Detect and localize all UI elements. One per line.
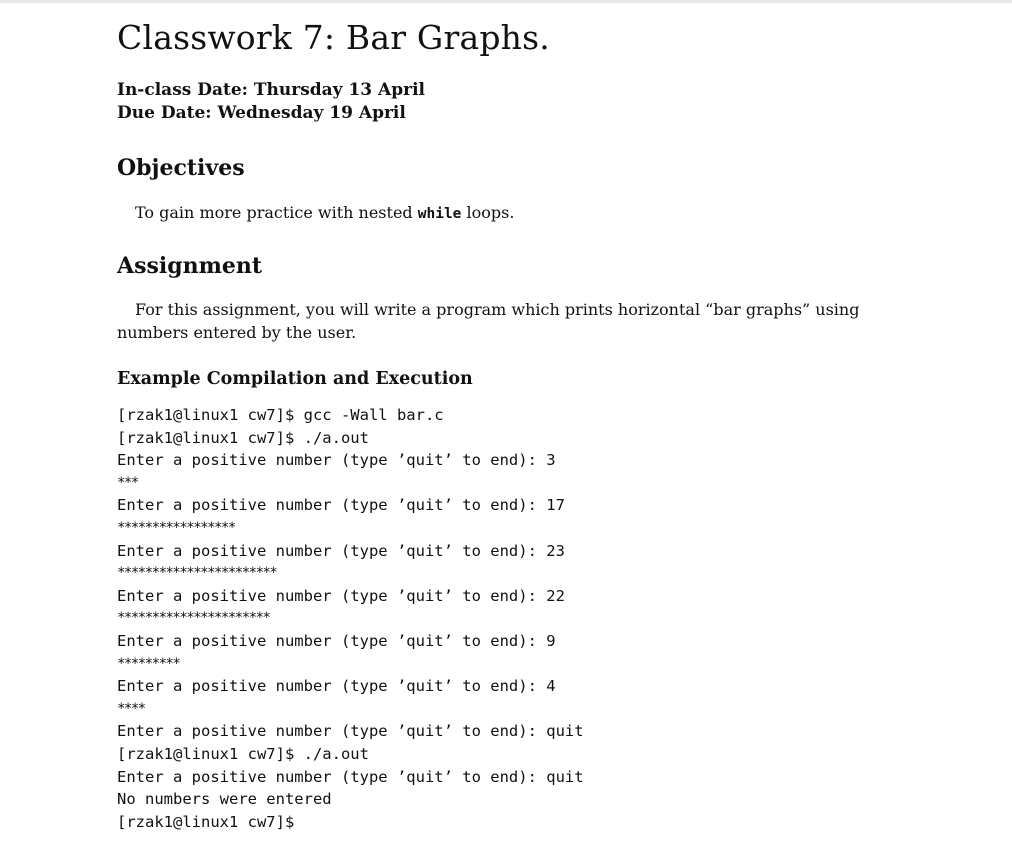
terminal-line: Enter a positive number (type ’quit’ to end): quit: [117, 767, 584, 786]
bar-graph-line: **********************: [117, 610, 270, 627]
terminal-line: Enter a positive number (type ’quit’ to end): 22: [117, 586, 565, 605]
objectives-code: while: [417, 206, 462, 222]
assignment-heading: Assignment: [117, 253, 263, 279]
objectives-text-before: To gain more practice with nested: [135, 203, 418, 222]
bar-graph-line: ****: [117, 700, 145, 717]
objectives-text-after: loops.: [461, 203, 515, 222]
terminal-line: [rzak1@linux1 cw7]$ ./a.out: [117, 744, 369, 763]
terminal-line: [rzak1@linux1 cw7]$ ./a.out: [117, 428, 369, 447]
document-title: Classwork 7: Bar Graphs.: [117, 18, 550, 57]
example-heading: Example Compilation and Execution: [117, 369, 473, 389]
terminal-line: Enter a positive number (type ’quit’ to end): quit: [117, 722, 584, 741]
in-class-date: In-class Date: Thursday 13 April: [117, 80, 425, 100]
terminal-line: Enter a positive number (type ’quit’ to end): 4: [117, 677, 556, 696]
objectives-heading: Objectives: [117, 155, 245, 181]
terminal-line: [rzak1@linux1 cw7]$ gcc -Wall bar.c: [117, 406, 444, 424]
terminal-line: Enter a positive number (type ’quit’ to end): 9: [117, 631, 556, 650]
page-top-border: [0, 0, 1012, 3]
bar-graph-line: ***********************: [117, 565, 277, 582]
dates-block: [117, 79, 425, 125]
terminal-line: No numbers were entered: [117, 790, 332, 809]
due-date: Due Date: Wednesday 19 April: [117, 103, 406, 123]
bar-graph-line: *****************: [117, 519, 235, 536]
terminal-line: Enter a positive number (type ’quit’ to end): 17: [117, 496, 565, 515]
terminal-line: [rzak1@linux1 cw7]$: [117, 812, 295, 831]
assignment-text: For this assignment, you will write a program which prints horizontal “bar graphs” using numbers entered by the user.: [117, 300, 860, 342]
terminal-line: Enter a positive number (type ’quit’ to end): 3: [117, 451, 556, 470]
bar-graph-line: ***: [117, 474, 138, 491]
objectives-text: [117, 201, 907, 226]
bar-graph-line: *********: [117, 655, 180, 672]
terminal-line: Enter a positive number (type ’quit’ to end): 23: [117, 541, 565, 560]
terminal-output: [117, 404, 584, 833]
